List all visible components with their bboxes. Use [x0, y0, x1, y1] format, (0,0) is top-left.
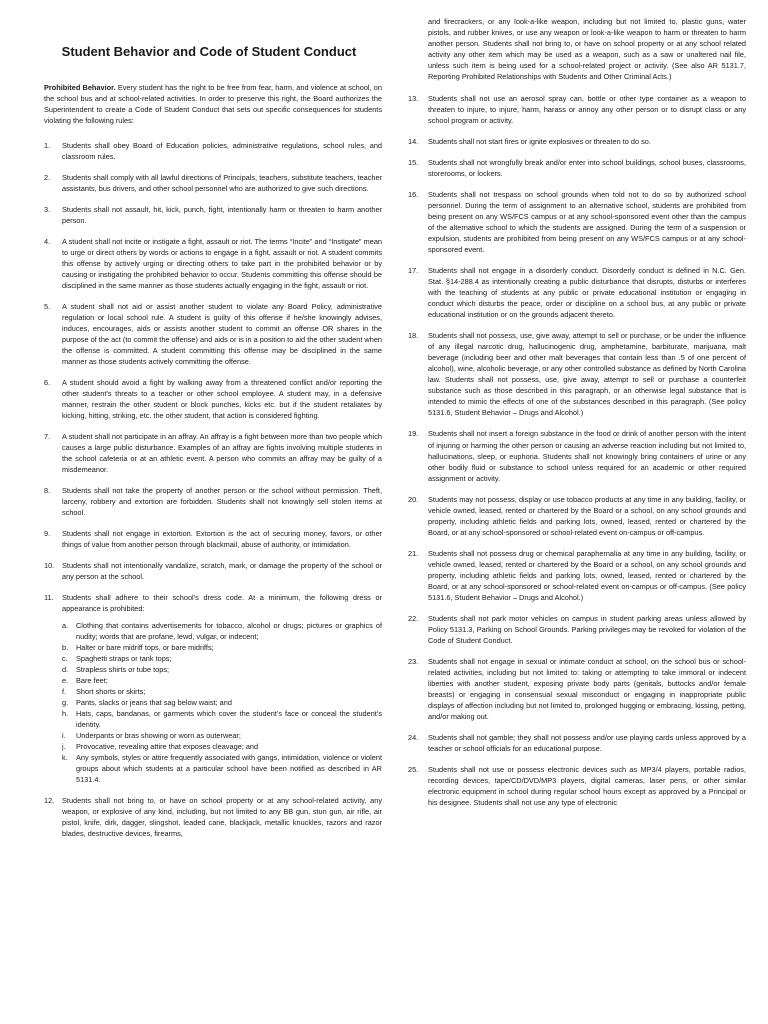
rule-text: Students shall not engage in sexual or intimate conduct at school, on the school bus or school-related activities, including but not limited to: taking or attempting to take immoral or indecent liberties with another student, exposing private body parts (genitals, buttocks and/or female breasts) or engaging in consensual sexual misconduct or engaging in inappropriate public displays of affection including but not limited to, prolonged hugging or embracing, kissing, petting, and/or making out.	[428, 656, 746, 721]
rule-number: 11.	[44, 593, 54, 603]
dress-code-text: Short shorts or skirts;	[76, 687, 146, 697]
dress-code-text: Pants, slacks or jeans that sag below waist; and	[76, 698, 232, 708]
rule-text: Students shall obey Board of Education policies, administrative regulations, school rules, and classroom rules.	[62, 140, 382, 161]
dress-code-letter: b.	[62, 643, 69, 653]
rule-number: 25.	[408, 764, 419, 774]
dress-code-text: Spaghetti straps or tank tops;	[76, 654, 172, 664]
rule-item-19	[408, 428, 746, 483]
rule-item-4	[36, 236, 382, 291]
dress-code-text: Strapless shirts or tube tops;	[76, 665, 170, 675]
rule-number: 12.	[44, 796, 55, 806]
rule-text: Students shall not use or possess electronic devices such as MP3/4 players, portable radios, recording devices, tape/CD/DVD/MP3 players, digital cameras, laser pens, or other similar electronic equipment in school during regular school hours except as approved by a Principal or his designee. Students shall not use any type of electronic	[428, 764, 746, 807]
rule-text: Students shall comply with all lawful directions of Principals, teachers, substitute teachers, teacher assistants, bus drivers, and other school personnel who are authorized to give such directions.	[62, 172, 382, 193]
rule-number: 18.	[408, 331, 419, 341]
dress-code-text: Underpants or bras showing or worn as outerwear;	[76, 731, 241, 741]
rule-item-11	[36, 592, 382, 785]
rule-text: Students shall not bring to, or have on school property or at any school-related activity, any weapon, or explosive of any kind, including, but not limited to any BB gun, stun gun, air rifle, air pistol, knife, dirk, dagger, slingshot, leaded cane, blackjack, metallic knuckles, razors and razor blades, destructive devices, firearms,	[62, 796, 382, 839]
rule-text: Students shall not insert a foreign substance in the food or drink of another person with the intent of injuring or harming the other person or causing an adverse reaction including but not limited to, hallucinations, sleep, or euphoria. Students shall not knowingly bring containers of urine or any other bodily fluid or substance to school unless required for an academic or other required assignment or activity.	[428, 429, 746, 483]
rules-list-right	[408, 16, 746, 808]
dress-code-text: Provocative, revealing attire that exposes cleavage; and	[76, 742, 259, 752]
dress-code-item	[62, 741, 382, 752]
rule-text: Students shall not engage in extortion. Extortion is the act of securing money, favors, or other things of value from another person through blackmail, abuse of authority, or intimidation.	[62, 529, 382, 550]
dress-code-letter: d.	[62, 665, 69, 675]
dress-code-list	[62, 620, 382, 785]
rule-number: 24.	[408, 732, 419, 742]
dress-code-text: Clothing that contains advertisements for tobacco, alcohol or drugs; pictures or graphics of nudity; words that are profane, lewd, vulgar, or indecent;	[76, 621, 382, 642]
rule-number: 23.	[408, 656, 419, 666]
rule-text: Students shall not take the property of another person or the school without permission. Theft, larceny, robbery and extortion are forbidden. Students shall not knowingly sell stolen items at school.	[62, 486, 382, 518]
rule-item-25	[408, 764, 746, 808]
rule-item-3	[36, 204, 382, 226]
dress-code-item	[62, 752, 382, 785]
dress-code-letter: g.	[62, 698, 69, 708]
rule-text: Students shall not start fires or ignite explosives or threaten to do so.	[428, 137, 651, 147]
rule-text: Students shall not use an aerosol spray can, bottle or other type container as a weapon to threaten to injure, to injure, harm, harass or annoy any other person or to disrupt class or any school program or activity.	[428, 94, 746, 126]
rule-number: 14.	[408, 137, 419, 147]
rule-number: 17.	[408, 266, 419, 276]
rule-number: 3.	[44, 204, 51, 214]
rule-text: A student shall not participate in an affray. An affray is a fight between more than two people which causes a large public disturbance. Examples of an affray are fights involving multiple students in the school cafeteria or at an athletic event. A person who commits an affray may be guilty of a misdemeanor.	[62, 431, 382, 475]
rule-item-10	[36, 560, 382, 582]
rule-text: A student should avoid a fight by walking away from a threatened conflict and/or reporting the other student’s threats to a teacher or other school employee. A student may, in a defensive manner, restrain the other student or block punches, kicks etc. but if the student retaliates by kicking, hitting, striking, etc. the other student, that action is considered fighting.	[62, 377, 382, 420]
rule-number: 7.	[44, 431, 51, 441]
dress-code-text: Halter or bare midriff tops, or bare midriffs;	[76, 643, 214, 653]
rule-item-1	[36, 140, 382, 162]
dress-code-letter: k.	[62, 753, 68, 763]
rule-number: 19.	[408, 429, 419, 439]
rule-number: 4.	[44, 236, 51, 246]
rule-number: 9.	[44, 529, 51, 539]
intro-paragraph	[44, 82, 382, 126]
rule-item-21	[408, 548, 746, 603]
dress-code-letter: j.	[62, 742, 66, 752]
dress-code-letter: a.	[62, 621, 69, 631]
dress-code-letter: f.	[62, 687, 67, 697]
rule-text: Students shall not trespass on school grounds when told not to do so by authorized school personnel. During the term of assignment to an alternative school, students are prohibited from being present on any WS/FCS campus or at any school-sponsored event other than the campus of the alternative school to which the students are assigned. During the term of a suspension or expulsion, students are prohibited from being present on any WS/FCS campus or at any school-sponsored event.	[428, 190, 746, 255]
dress-code-letter: i.	[62, 731, 66, 741]
dress-code-item	[62, 653, 382, 664]
dress-code-letter: c.	[62, 654, 68, 664]
dress-code-item	[62, 708, 382, 730]
dress-code-text: Any symbols, styles or attire frequently associated with gangs, intimidation, violence or violent groups about which students at a particular school have been notified as described in AR 5131.4.	[76, 753, 382, 785]
rule-number: 20.	[408, 494, 419, 504]
right-column	[408, 16, 746, 1010]
rule-number: 6.	[44, 377, 51, 387]
left-column	[36, 44, 382, 1010]
rule-item-24	[408, 732, 746, 754]
rule-text: and firecrackers, or any look-a-like weapon, including but not limited to, plastic guns, water pistols, and rubber knives, or use any weapon or look-a-like weapon to harm or threaten to harm another person. Students shall not bring to, or have on school property or at any school related activity any other item which may be used as a weapon, such as a saw or unaltered nail file, unless such item is being used for a school-related project or activity. (See also AR 5131.7, Reporting Prohibited Relationships with Students and Other Criminal Acts.)	[428, 17, 746, 82]
rule-item-18	[408, 330, 746, 418]
rule-text: Students shall not park motor vehicles on campus in student parking areas unless allowed by Policy 5131.3, Parking on School Grounds. Parking privileges may be revoked for violation of the Code of Student Conduct.	[428, 613, 746, 645]
rule-item-22	[408, 613, 746, 646]
rule-item-15	[408, 157, 746, 179]
rule-12-continuation	[408, 16, 746, 82]
rule-text: Students may not possess, display or use tobacco products at any time in any building, facility, or vehicle owned, leased, rented or chartered by the Board or a school, on any school grounds and property, including athletic fields and parking lots, owned, leased, rented or chartered by the Board, or at any school-sponsored or school-related event on-campus or off-campus.	[428, 494, 746, 537]
rule-item-17	[408, 265, 746, 320]
rule-item-2	[36, 172, 382, 194]
rule-number: 5.	[44, 301, 51, 311]
rule-text: Students shall not wrongfully break and/or enter into school buildings, school buses, classrooms, storerooms, or lockers.	[428, 158, 746, 179]
dress-code-letter: h.	[62, 709, 69, 719]
dress-code-item	[62, 675, 382, 686]
rule-item-8	[36, 485, 382, 518]
dress-code-item	[62, 697, 382, 708]
dress-code-text: Hats, caps, bandanas, or garments which cover the student’s face or conceal the student’s identity.	[76, 709, 382, 730]
intro-heading: Prohibited Behavior.	[44, 82, 116, 92]
rule-number: 10.	[44, 561, 55, 571]
rule-item-9	[36, 528, 382, 550]
rule-number: 1.	[44, 140, 51, 150]
rule-text: Students shall not gamble; they shall not possess and/or use playing cards unless approved by a teacher or school officials for an educational purpose.	[428, 732, 746, 753]
rule-number: 16.	[408, 190, 419, 200]
rule-number: 22.	[408, 613, 419, 623]
dress-code-item	[62, 642, 382, 653]
rule-number: 13.	[408, 94, 419, 104]
dress-code-item	[62, 664, 382, 675]
rule-text: Students shall not possess drug or chemical paraphernalia at any time in any building, facility, or vehicle owned, leased, rented or chartered by the Board or a school, on any school grounds and property, including athletic fields and parking lots, owned, leased, rented or chartered by the Board, or at any school-sponsored or school-related event on-campus or off-campus. (See policy 5131.6, Student Behavior – Drugs and Alcohol.)	[428, 548, 746, 602]
rule-item-12	[36, 795, 382, 839]
rule-text: Students shall adhere to their school’s dress code. At a minimum, the following dress or appearance is prohibited:	[62, 593, 382, 614]
rule-item-7	[36, 431, 382, 475]
dress-code-item	[62, 620, 382, 642]
page-title: Student Behavior and Code of Student Conduct	[61, 44, 357, 59]
intro-text: Every student has the right to be free from fear, harm, and violence at school, on the school bus and at school-related activities. In order to preserve this right, the Board authorizes the Superintendent to create a Code of Student Conduct that sets out specific consequences for students violating the following rules:	[44, 82, 382, 125]
rule-item-16	[408, 189, 746, 255]
rule-number: 21.	[408, 548, 419, 558]
dress-code-item	[62, 686, 382, 697]
rule-text: Students shall not intentionally vandalize, scratch, mark, or damage the property of the school or any person at the school.	[62, 561, 382, 582]
rules-list-left	[36, 140, 382, 840]
rule-item-5	[36, 301, 382, 367]
rule-text: A student shall not aid or assist another student to violate any Board Policy, administrative regulation or local school rule. A student is guilty of this offense if he/she knowingly advises, induces, encourages, aids or assists another student to commit an offense OR shares in the purpose of the act (to commit the offense) and aids or is in a position to aid the other student when the offense is committed. A student committing this offense may be disciplined in the same manner as those students actively committing the offense.	[62, 301, 382, 366]
rule-item-6	[36, 377, 382, 421]
rule-item-23	[408, 656, 746, 722]
dress-code-letter: e.	[62, 676, 69, 686]
rule-text: A student shall not incite or instigate a fight, assault or riot. The terms “Incite” and “Instigate” mean to urge or direct others by words or actions to engage in a fight, assault or riot. A student commits this offense by actively urging or directing others to take part in the prohibited behavior or by causing or instigating the prohibited behavior to occur. Students committing this offense should be disciplined in the same manner as those students actually engaging in the fight, assault or riot.	[62, 236, 382, 290]
dress-code-item	[62, 730, 382, 741]
two-column-layout	[36, 17, 747, 1010]
rule-text: Students shall not assault, hit, kick, punch, fight, intentionally harm or threaten to harm another person.	[62, 204, 382, 225]
rule-number: 15.	[408, 158, 419, 168]
dress-code-text: Bare feet;	[76, 676, 108, 686]
rule-number: 8.	[44, 486, 51, 496]
rule-text: Students shall not possess, use, give away, attempt to sell or purchase, or be under the influence of any illegal narcotic drug, hallucinogenic drug, amphetamine, barbiturate, marijuana, malt beverage (including beer and other malt beverages that contain less than .5 of one percent of alcohol), wine, alcoholic beverage, or any other controlled substance as defined by North Carolina law. Students shall not possess, use, give away, attempt to sell or purchase a counterfeit substance such as those described in this paragraph, or an otherwise legal substance that is intended to mimic the effects of one of the substances described in this paragraph. (See policy 5131.6, Student Behavior – Drugs and Alcohol.)	[428, 331, 747, 418]
rule-text: Students shall not engage in a disorderly conduct. Disorderly conduct is defined in N.C. Gen. Stat. §14-288.4 as intentionally creating a public disturbance that disrupts, disturbs or interferes with the teaching of students at any public or private educational institution or engaging in conduct which disturbs the peace, order or discipline on a school bus, at any public or private educational institution or on the grounds adjacent thereto.	[428, 266, 746, 320]
rule-number: 2.	[44, 172, 51, 182]
rule-item-13	[408, 93, 746, 126]
rule-item-14	[408, 136, 746, 147]
rule-item-20	[408, 494, 746, 538]
